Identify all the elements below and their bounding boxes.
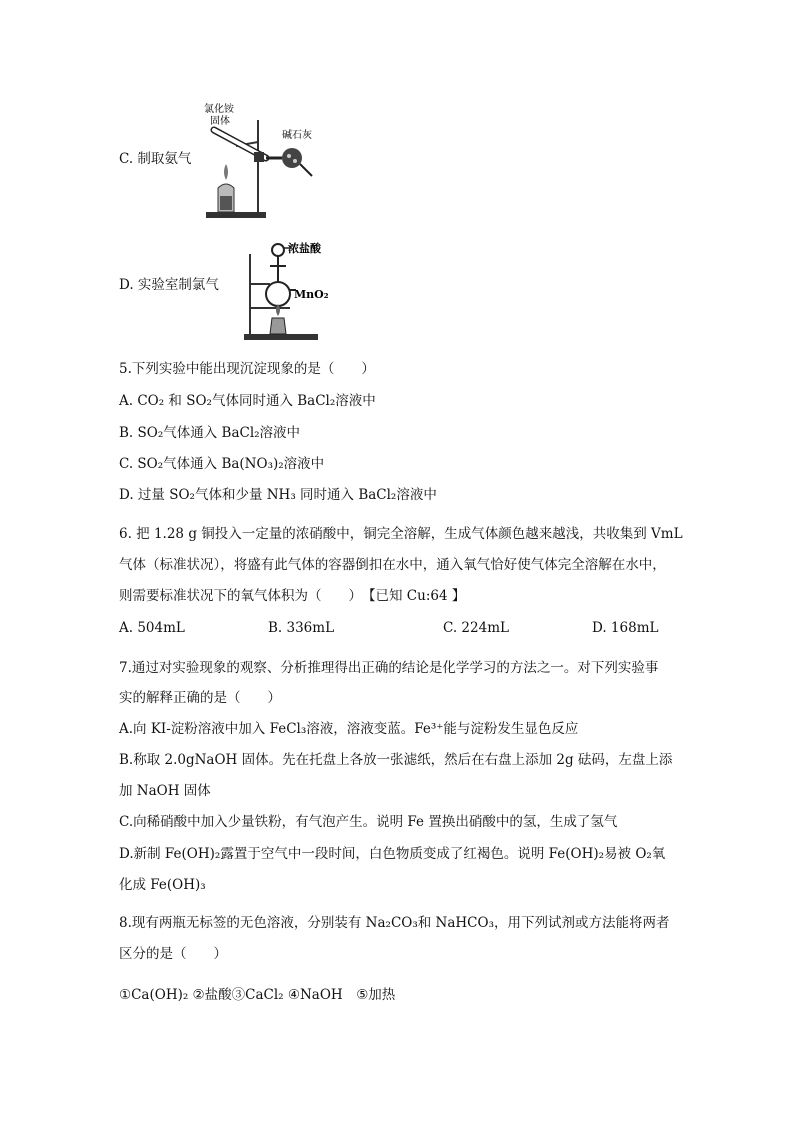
q6-line3: 则需要标准状况下的氧气体积为（ ） 【已知 Cu:64 】 [119,588,466,604]
q6-line2: 气体（标准状况），将盛有此气体的容器倒扣在水中，通入氧气恰好使气体完全溶解在水中， [119,557,666,573]
mno2-label: MnO₂ [294,288,329,301]
q7-option-d-line1: D.新制 Fe(OH)₂露置于空气中一段时间，白色物质变成了红褐色。说明 Fe(OH)₂易被 O₂氧 [119,846,666,862]
q7-line2: 实的解释正确的是（ ） [119,690,281,706]
chlorine-apparatus-figure [236,238,354,342]
q7-option-c: C.向稀硝酸中加入少量铁粉，有气泡产生。说明 Fe 置换出硝酸中的氢，生成了氢气 [119,814,618,830]
q6-option-a: A. 504mL [119,620,185,636]
svg-text:固体: 固体 [210,116,230,127]
q6-option-c: C. 224mL [443,620,509,636]
q6-option-b: B. 336mL [268,620,335,636]
q7-line1: 7.通过对实验现象的观察、分析推理得出正确的结论是化学学习的方法之一。对下列实验事 [119,660,659,676]
ammonia-apparatus-figure [196,100,316,222]
conc-hcl-label: 浓盐酸 [288,242,321,255]
q6-line1: 6. 把 1.28 g 铜投入一定量的浓硝酸中，铜完全溶解，生成气体颜色越来越浅，共收集到 VmL [119,526,683,542]
q6-option-d: D. 168mL [592,620,659,636]
q7-option-b-line2: 加 NaOH 固体 [119,783,211,799]
q5-stem: 5.下列实验中能出现沉淀现象的是（ ） [119,361,375,377]
q5-option-c: C. SO₂气体通入 Ba(NO₃)₂溶液中 [119,456,325,472]
q7-option-a: A.向 KI-淀粉溶液中加入 FeCl₃溶液，溶液变蓝。Fe³⁺能与淀粉发生显色反应 [119,721,579,737]
ammonium-chloride-label: 氯化铵 [204,104,234,115]
q5-option-a: A. CO₂ 和 SO₂气体同时通入 BaCl₂溶液中 [119,393,376,409]
soda-lime-label: 碱石灰 [282,130,312,141]
option-d-label: D. 实验室制氯气 [119,277,219,293]
q8-line3: ①Ca(OH)₂ ②盐酸③CaCl₂ ④NaOH ⑤加热 [119,987,396,1003]
q5-option-d: D. 过量 SO₂气体和少量 NH₃ 同时通入 BaCl₂溶液中 [119,487,437,503]
q8-line1: 8.现有两瓶无标签的无色溶液，分别装有 Na₂CO₃和 NaHCO₃，用下列试剂或方法能将两者 [119,915,670,931]
q8-line2: 区分的是（ ） [119,946,227,962]
q5-option-b: B. SO₂气体通入 BaCl₂溶液中 [119,425,301,441]
option-c-label: C. 制取氨气 [119,151,192,167]
q7-option-b-line1: B.称取 2.0gNaOH 固体。先在托盘上各放一张滤纸，然后在右盘上添加 2g 砝码，左盘上添 [119,752,673,768]
q7-option-d-line2: 化成 Fe(OH)₃ [119,877,206,893]
